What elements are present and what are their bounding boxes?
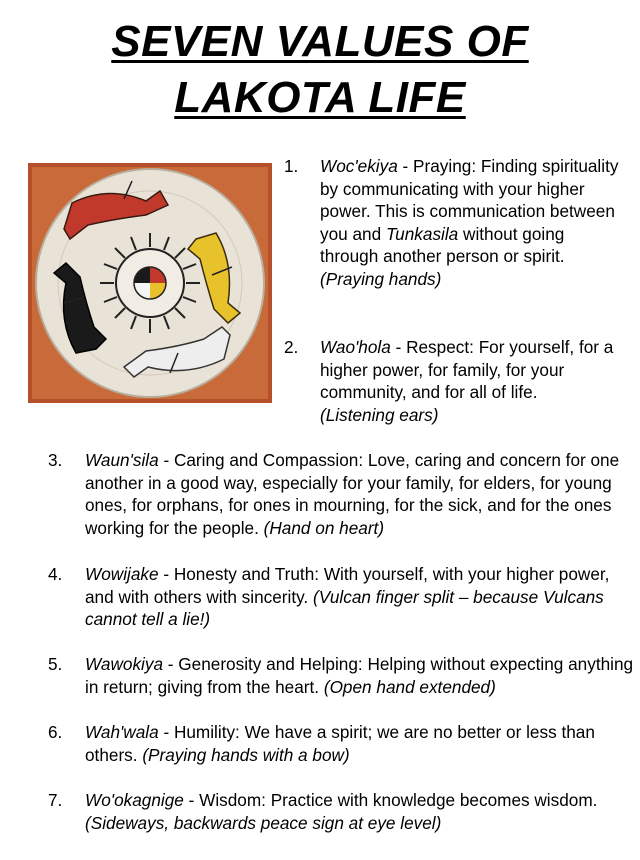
value-number: 7.	[48, 790, 63, 810]
value-gesture: (Open hand extended)	[323, 676, 496, 697]
value-gesture: (Vulcan finger split – because Vulcans cannot tell a lie!)	[85, 586, 604, 629]
value-text: Waun'sila - Caring and Compassion: Love, caring and concern for one another in a good way, especially for your family, for elders, for young ones, for orphans, for ones in mourning, for the sick, and for the ones working for the people. (Hand on heart)	[85, 450, 620, 538]
value-gesture: (Sideways, backwards peace sign at eye level)	[85, 812, 442, 833]
value-number: 5.	[48, 654, 63, 674]
title-line-1: SEVEN VALUES OF	[111, 17, 529, 66]
value-text: Wah'wala - Humility: We have a spirit; we are no better or less than others. (Praying hands with a bow)	[85, 722, 595, 765]
value-term: Waun'sila	[85, 450, 159, 470]
value-gesture: (Praying hands with a bow)	[142, 744, 350, 765]
value-text: Wowijake - Honesty and Truth: With yourself, with your higher power, and with others with sincerity. (Vulcan finger split – because Vulcans cannot tell a lie!)	[85, 564, 610, 629]
value-text: Woc'ekiya - Praying: Finding spirituality by communicating with your higher power. This is communication between you and Tunkasila without going through another person or spirit. (Praying hands)	[320, 156, 619, 289]
value-gesture: (Praying hands)	[320, 268, 442, 289]
value-gesture: (Hand on heart)	[263, 517, 385, 538]
value-term: Wawokiya	[85, 654, 164, 674]
value-term-secondary: Tunkasila	[385, 223, 459, 244]
value-number: 2.	[284, 337, 299, 357]
value-number: 6.	[48, 722, 63, 742]
value-term: Wah'wala	[85, 722, 159, 742]
value-term: Wowijake	[85, 564, 159, 584]
value-term: Wao'hola	[320, 337, 391, 357]
value-gesture: (Listening ears)	[320, 404, 439, 425]
value-number: 1.	[284, 156, 299, 176]
value-text: Wo'okagnige - Wisdom: Practice with knowledge becomes wisdom. (Sideways, backwards peace sign at eye level)	[85, 790, 598, 833]
value-text: Wao'hola - Respect: For yourself, for a higher power, for family, for your community, and for all of life. (Listening ears)	[320, 337, 614, 425]
value-term: Wo'okagnige	[85, 790, 184, 810]
medicine-wheel-painting	[28, 163, 272, 403]
title-line-2: LAKOTA LIFE	[174, 73, 466, 122]
value-text: Wawokiya - Generosity and Helping: Helping without expecting anything in return; giving from the heart. (Open hand extended)	[85, 654, 634, 697]
value-number: 4.	[48, 564, 63, 584]
value-number: 3.	[48, 450, 63, 470]
page-title	[0, 14, 640, 126]
value-term: Woc'ekiya	[320, 156, 398, 176]
